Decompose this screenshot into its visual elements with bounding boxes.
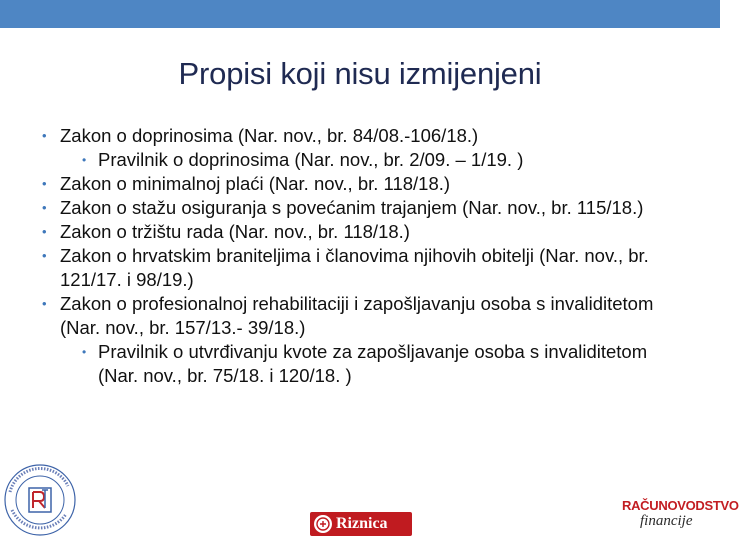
- list-item: [42, 244, 682, 292]
- list-item: [42, 292, 682, 340]
- list-item-text: Zakon o tržištu rada (Nar. nov., br. 118/18.): [60, 221, 410, 242]
- rf-logo-top-text: RAČUNOVODSTVO: [622, 498, 739, 513]
- list-item-text: Zakon o doprinosima (Nar. nov., br. 84/08.-106/18.): [60, 125, 479, 146]
- bullet-icon: •: [82, 153, 87, 167]
- list-item-text: Zakon o minimalnoj plaći (Nar. nov., br. 118/18.): [60, 173, 451, 194]
- list-item-text: Zakon o profesionalnoj rehabilitaciji i zapošljavanju osoba s invaliditetom (Nar. nov., br. 157/13.- 39/18.): [60, 293, 654, 338]
- list-item: [42, 172, 682, 196]
- rf-logo-bottom-text: financije: [640, 513, 693, 529]
- bullet-icon: •: [42, 224, 47, 239]
- riznica-emblem-icon: [314, 515, 332, 533]
- bullet-icon: •: [42, 128, 47, 143]
- list-item-text: Pravilnik o utvrđivanju kvote za zapošljavanje osoba s invaliditetom (Nar. nov., br. 75/18. i 120/18. ): [98, 341, 648, 386]
- bullet-icon: •: [82, 345, 87, 359]
- bullet-icon: •: [42, 248, 47, 263]
- bullet-icon: •: [42, 296, 47, 311]
- slide-title: Propisi koji nisu izmijenjeni: [178, 56, 542, 91]
- list-item-text: Pravilnik o doprinosima (Nar. nov., br. 2/09. – 1/19. ): [98, 149, 524, 170]
- list-item: [82, 340, 682, 388]
- top-banner: [0, 0, 720, 28]
- list-item-text: Zakon o stažu osiguranja s povećanim trajanjem (Nar. nov., br. 115/18.): [60, 197, 644, 218]
- association-seal-logo: [2, 462, 78, 538]
- bullet-icon: •: [42, 176, 47, 191]
- riznica-logo: [310, 512, 412, 536]
- racunovodstvo-financije-logo: [622, 498, 739, 538]
- list-item: [42, 220, 682, 244]
- riznica-logo-text: Riznica: [336, 515, 388, 532]
- list-item: [42, 196, 682, 220]
- list-item: [42, 124, 682, 148]
- list-item: [82, 148, 682, 172]
- bullet-icon: •: [42, 200, 47, 215]
- list-item-text: Zakon o hrvatskim braniteljima i članovima njihovih obitelji (Nar. nov., br. 121/17. i 98/19.): [60, 245, 649, 290]
- bullet-list: [42, 124, 682, 388]
